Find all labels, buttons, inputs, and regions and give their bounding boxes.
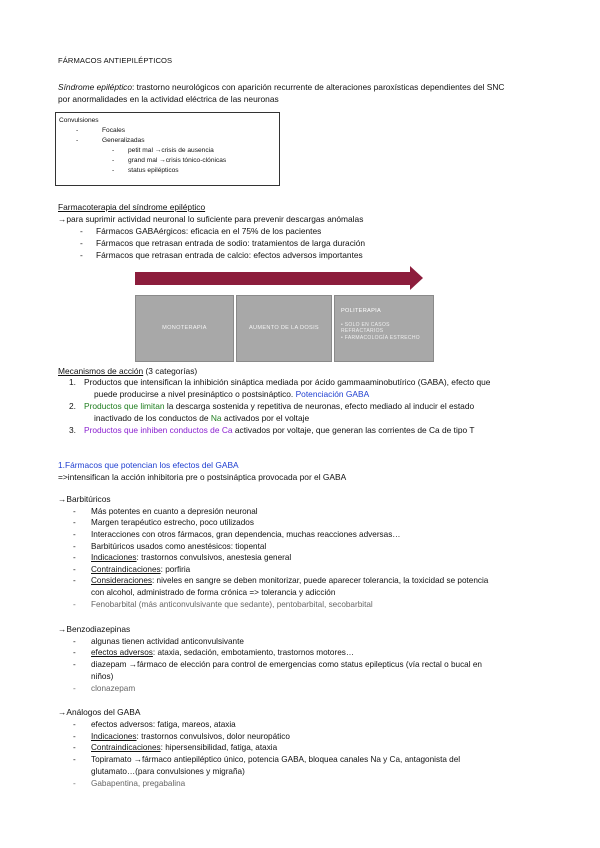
mecanismo-1: 1. Productos que intensifican la inhibición sináptica mediada por ácido gammaaminobutírico (GABA), efecto que	[69, 377, 491, 387]
gaba-analogs-heading: →Análogos del GABA	[58, 707, 141, 717]
benzo-item-4: - clonazepam	[73, 684, 136, 693]
step-politerapia: POLITERAPIA • SOLO EN CASOS REFRACTARIOS • FARMACOLOGÍA ESTRECHO	[334, 295, 434, 362]
mecanismo-2: 2. Productos que limitan la descarga sostenida y repetitiva de neuronas, efecto mediado al inducir el estado	[69, 401, 475, 411]
barbituricos-heading: →Barbitúricos	[58, 494, 111, 504]
farmacoterapia-goal: →para suprimir actividad neuronal lo suficiente para prevenir descargas anómalas	[58, 214, 364, 224]
gaba-item-4: - Topiramato →fármaco antiepiléptico único, potencia GABA, bloquea canales Na y Ca, antagonista del	[73, 755, 461, 764]
barb-item-3: - Interacciones con otros fármacos, gran dependencia, muchas reacciones adversas…	[73, 530, 401, 539]
box-sub-status: - status epilépticos	[112, 167, 179, 174]
benzo-heading: →Benzodiazepinas	[58, 624, 131, 634]
mecanismo-1-cont: puede producirse a nivel presináptico o postsináptico. Potenciación GABA	[94, 389, 370, 399]
mecanismos-heading: Mecanismos de acción (3 categorías)	[58, 366, 198, 376]
farmaco-item-calcio: - Fármacos que retrasan entrada de calcio: efectos adversos importantes	[80, 250, 363, 260]
barb-item-1: - Más potentes en cuanto a depresión neuronal	[73, 507, 258, 516]
benzo-item-1: - algunas tienen actividad anticonvulsivante	[73, 637, 244, 646]
step-politerapia-sub1: • SOLO EN CASOS REFRACTARIOS	[341, 322, 390, 334]
progression-arrow-head-icon	[410, 266, 423, 290]
section1-heading: 1.Fármacos que potencian los efectos del GABA	[58, 460, 239, 470]
step-politerapia-sub2: • FARMACOLOGÍA ESTRECHO	[341, 335, 420, 341]
box-sub-grand-mal: - grand mal →crisis tónico-clónicas	[112, 157, 227, 164]
gaba-item-1: - efectos adversos: fatiga, mareos, ataxia	[73, 720, 236, 729]
step-monoterapia: MONOTERAPIA	[135, 295, 234, 362]
convulsions-box	[55, 112, 280, 186]
progression-arrow-shaft	[135, 272, 411, 285]
barb-item-4: - Barbitúricos usados como anestésicos: tiopental	[73, 542, 267, 551]
page-title: FÁRMACOS ANTIEPILÉPTICOS	[58, 56, 173, 65]
gaba-item-2: - Indicaciones: trastornos convulsivos, dolor neuropático	[73, 732, 290, 741]
intro-term: Síndrome epiléptico	[58, 82, 133, 92]
barb-item-5: - Indicaciones: trastornos convulsivos, anestesia general	[73, 553, 292, 562]
mecanismo-3: 3. Productos que inhiben conductos de Ca activados por voltaje, que generan las corrientes de Ca de tipo T	[69, 425, 475, 435]
benzo-item-2: - efectos adversos: ataxia, sedación, embotamiento, trastornos motores…	[73, 648, 355, 657]
farmacoterapia-heading: Farmacoterapia del síndrome epiléptico	[58, 202, 206, 212]
intro-line2: por anormalidades en la actividad eléctrica de las neuronas	[58, 94, 279, 104]
section1-sub: =>intensifican la acción inhibitoria pre o postsináptica provocada por el GABA	[58, 472, 347, 482]
farmaco-item-gaba: - Fármacos GABAérgicos: eficacia en el 75% de los pacientes	[80, 226, 322, 236]
box-sub-petit-mal: - petit mal →crisis de ausencia	[112, 147, 214, 154]
box-heading: Convulsiones	[59, 117, 99, 124]
barb-item-2: - Margen terapéutico estrecho, poco utilizados	[73, 518, 254, 527]
step-aumento-dosis: AUMENTO DE LA DOSIS	[236, 295, 332, 362]
gaba-item-3: - Contraindicaciones: hipersensibilidad, fatiga, ataxia	[73, 743, 278, 752]
benzo-item-3: - diazepam →fármaco de elección para control de emergencias como status epilepticus (vía rectal o bucal en	[73, 660, 482, 669]
barb-item-8: - Fenobarbital (más anticonvulsivante que sedante), pentobarbital, secobarbital	[73, 600, 373, 609]
farmaco-item-sodio: - Fármacos que retrasan entrada de sodio: tratamientos de larga duración	[80, 238, 366, 248]
intro-line1: : trastorno neurológicos con aparición recurrente de alteraciones paroxísticas dependientes del SNC	[132, 82, 505, 92]
barb-item-7-cont: con alcohol, administrado de forma crónica => tolerancia y adicción	[91, 588, 336, 597]
gaba-item-4-cont: glutamato…(para convulsiones y migraña)	[91, 767, 245, 776]
gaba-item-5: - Gabapentina, pregabalina	[73, 779, 186, 788]
barb-item-7: - Consideraciones: niveles en sangre se deben monitorizar, puede aparecer tolerancia, la toxicidad se potencia	[73, 576, 489, 585]
barb-item-6: - Contraindicaciones: porfiria	[73, 565, 191, 574]
intro-paragraph	[58, 81, 548, 105]
mecanismo-2-cont: inactivado de los conductos de Na activados por el voltaje	[94, 413, 310, 423]
box-item-generalizadas: - Generalizadas	[76, 137, 145, 144]
box-item-focales: - Focales	[76, 127, 126, 134]
benzo-item-3-cont: niños)	[91, 672, 114, 681]
